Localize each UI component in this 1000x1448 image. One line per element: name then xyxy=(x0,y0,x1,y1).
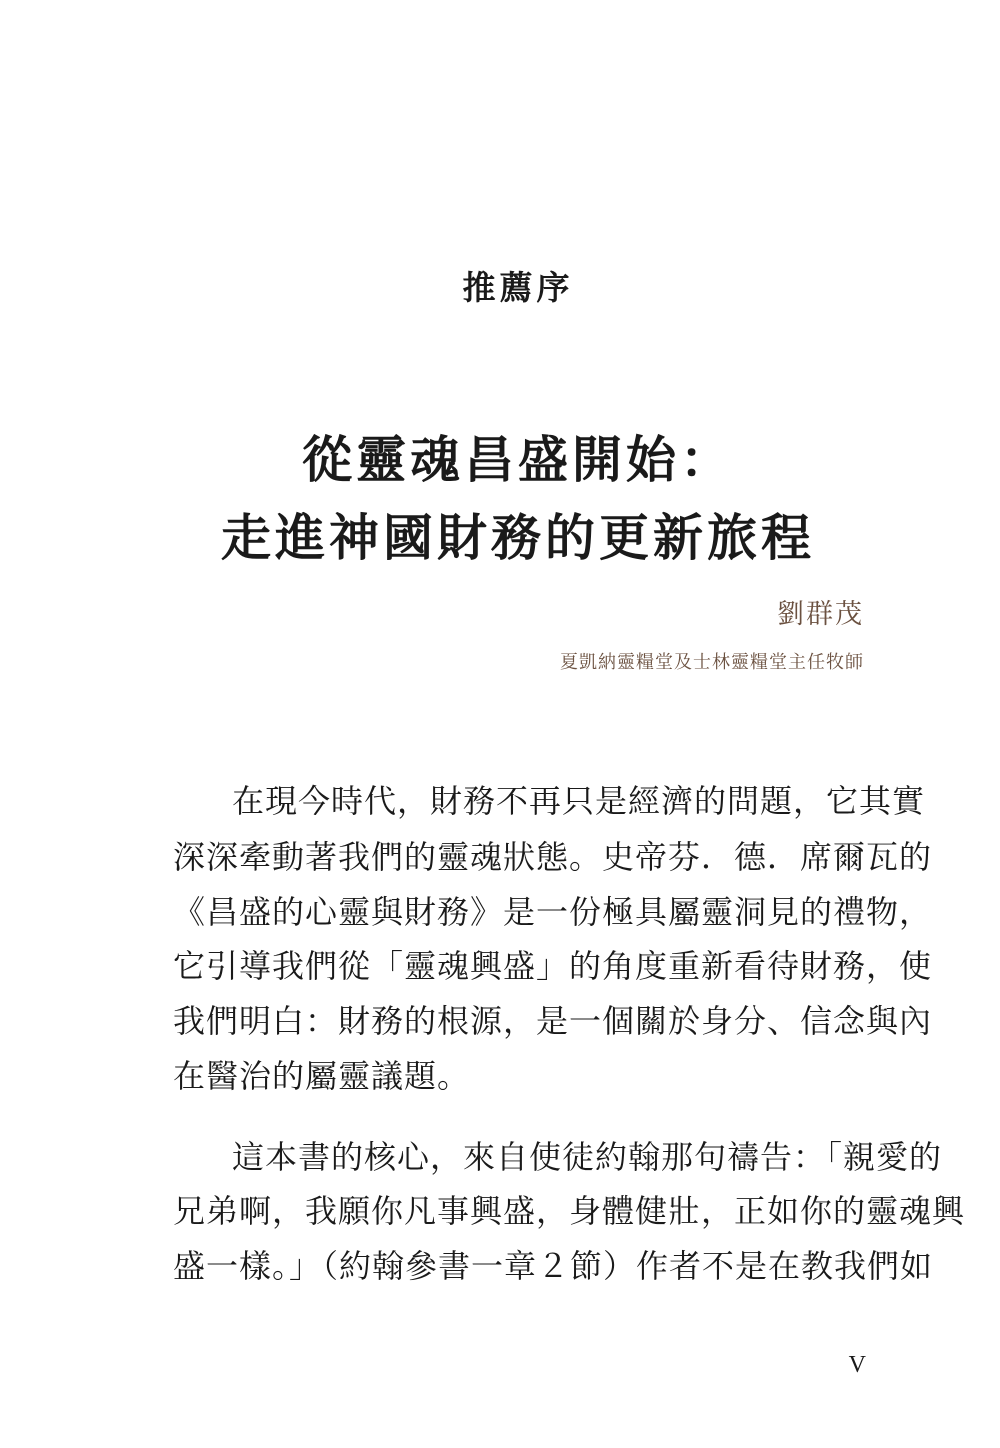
paragraph-2-line-2: 兄弟啊，我願你凡事興盛，身體健壯，正如你的靈魂興 xyxy=(173,1192,966,1230)
paragraph-1-line-2: 深深牽動著我們的靈魂狀態。史帝芬．德．席爾瓦的 xyxy=(173,838,933,876)
paragraph-1-line-3: 《昌盛的心靈與財務》是一份極具屬靈洞見的禮物， xyxy=(173,893,933,931)
paragraph-1-line-6: 在醫治的屬靈議題。 xyxy=(173,1057,471,1095)
paragraph-1-line-1: 在現今時代，財務不再只是經濟的問題，它其實 xyxy=(232,782,926,820)
page-number: V xyxy=(848,1352,866,1378)
author-role: 夏凱納靈糧堂及士林靈糧堂主任牧師 xyxy=(560,652,864,673)
chapter-title-line-2: 走進神國財務的更新旅程 xyxy=(221,508,815,567)
paragraph-1-line-5: 我們明白：財務的根源，是一個關於身分、信念與內 xyxy=(173,1002,933,1040)
paragraph-2-line-1: 這本書的核心，來自使徒約翰那句禱告：「親愛的 xyxy=(232,1138,943,1176)
paragraph-1-line-4: 它引導我們從「靈魂興盛」的角度重新看待財務，使 xyxy=(173,947,933,985)
chapter-title-line-1: 從靈魂昌盛開始： xyxy=(302,430,734,489)
section-label: 推薦序 xyxy=(462,268,574,307)
author-name: 劉群茂 xyxy=(777,599,864,630)
paragraph-2-line-3: 盛一樣。」（約翰參書一章２節）作者不是在教我們如 xyxy=(173,1247,934,1285)
